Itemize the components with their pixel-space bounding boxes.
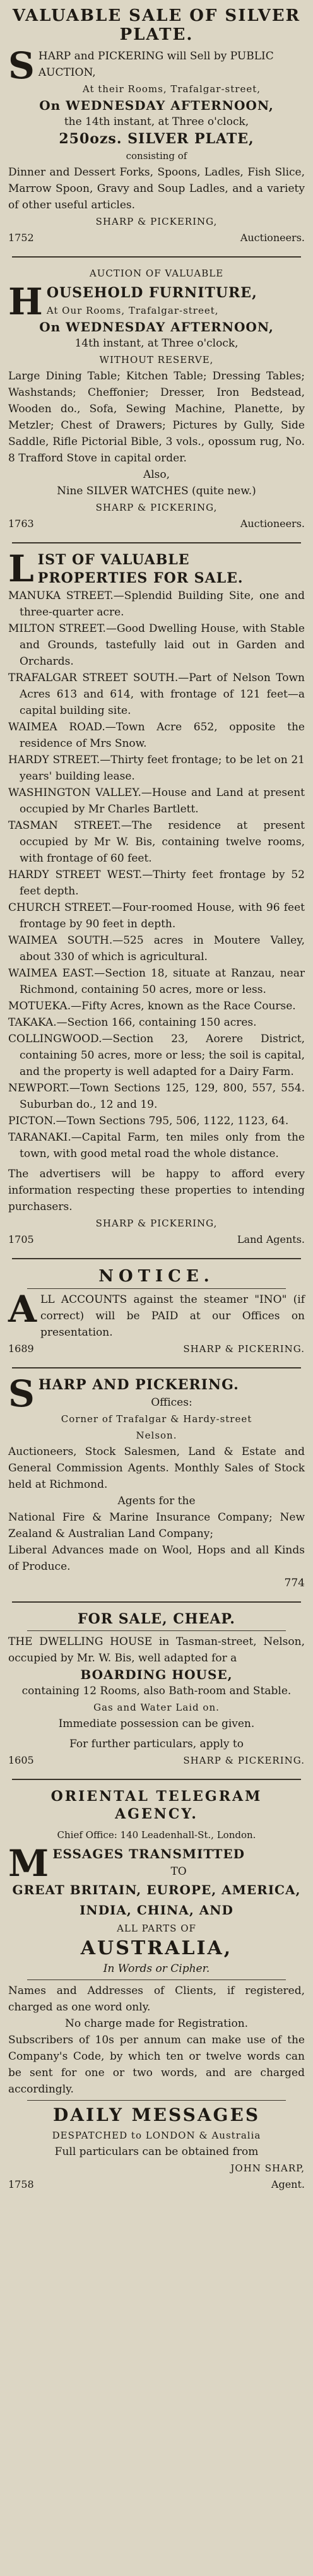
ad-agents: Agents for the xyxy=(117,1495,196,1507)
ad-offices: Offices: xyxy=(151,1396,192,1409)
drop-cap: H xyxy=(8,280,43,323)
drop-cap: S xyxy=(8,44,35,87)
ad-oriental-telegram xyxy=(6,1784,307,2199)
ad-australia: AUSTRALIA, xyxy=(80,1937,233,1959)
divider xyxy=(12,1779,301,1780)
ad-note: The advertisers will be happy to afford every information respecting these properties to intending purchasers. xyxy=(8,1168,305,1213)
property-item: NEWPORT.—Town Sections 125, 129, 800, 557, 554. Suburban do., 12 and 19. xyxy=(8,1082,305,1111)
ad-ref: 1763 xyxy=(8,518,34,530)
ad-role: Auctioneers. xyxy=(240,518,305,530)
ad-date: On WEDNESDAY AFTERNOON, xyxy=(39,98,274,113)
ad-ref: 1605 xyxy=(8,1754,34,1766)
ad-further: For further particulars, apply to xyxy=(69,1738,244,1750)
ad-date: On WEDNESDAY AFTERNOON, xyxy=(39,319,274,335)
property-item: MANUKA STREET.—Splendid Building Site, one and three-quarter acre. xyxy=(8,590,305,619)
divider xyxy=(12,1601,301,1603)
ad-rooms: containing 12 Rooms, also Bath-room and Stable. xyxy=(21,1685,292,1697)
ad-ref: 1758 xyxy=(8,2178,34,2190)
ad-ref: 774 xyxy=(284,1577,305,1589)
property-item: TASMAN STREET.—The residence at present occupied by Mr W. Bis, containing twelve rooms, with frontage of 60 feet. xyxy=(8,819,305,865)
ad-ref: 1705 xyxy=(8,1233,34,1245)
ad-despatched: DESPATCHED to LONDON & Australia xyxy=(52,2130,261,2141)
ad-daily: DAILY MESSAGES xyxy=(52,2104,261,2125)
ad-title: FOR SALE, CHEAP. xyxy=(78,1611,235,1627)
ad-title: NOTICE. xyxy=(98,1267,215,1286)
ad-consisting: consisting of xyxy=(126,150,187,162)
property-item: WAIMEA SOUTH.—525 acres in Moutere Valley, about 330 of which is agricultural. xyxy=(8,934,305,963)
drop-cap: M xyxy=(8,1842,49,1885)
drop-cap: S xyxy=(8,1372,35,1415)
ad-footer xyxy=(8,2176,305,2193)
ad-house: BOARDING HOUSE, xyxy=(80,1667,233,1682)
ad-intro: SHARP and PICKERING will Sell by PUBLIC AUCTION, xyxy=(8,44,274,87)
property-item: WAIMEA ROAD.—Town Acre 652, opposite the residence of Mrs Snow. xyxy=(8,721,305,750)
divider xyxy=(12,256,301,258)
ad-subscribers: Subscribers of 10s per annum can make use of the Company's Code, by which ten or twelve words can be sent for one or two words, and are charged accordingly. xyxy=(8,2034,305,2096)
ad-places: GREAT BRITAIN, EUROPE, AMERICA, INDIA, CHINA, AND xyxy=(12,1882,301,1918)
ad-title: VALUABLE SALE OF SILVER PLATE. xyxy=(12,6,301,44)
ad-names: Names and Addresses of Clients, if registered, charged as one word only. xyxy=(8,1985,305,2014)
ad-silver-plate xyxy=(6,3,307,252)
ad-national: National Fire & Marine Insurance Company; New Zealand & Australian Land Company; xyxy=(8,1511,305,1540)
ad-title: ORIENTAL TELEGRAM AGENCY. xyxy=(50,1788,263,1822)
ad-ref: 1752 xyxy=(8,232,34,244)
ad-properties-list xyxy=(6,547,307,1254)
property-item: COLLINGWOOD.—Section 23, Aorere District, containing 50 acres, more or less; the soil is capital, and the property is well adapted for a Dairy Farm. xyxy=(8,1033,305,1078)
ad-subtitle-line: HOUSEHOLD FURNITURE, xyxy=(8,280,257,323)
ad-time: 14th instant, at Three o'clock, xyxy=(74,337,239,350)
ad-notice xyxy=(6,1263,307,1363)
property-item: TARANAKI.—Capital Farm, ten miles only from the town, with good metal road the whole distance. xyxy=(8,1131,305,1160)
ad-body: THE DWELLING HOUSE in Tasman-street, Nelson, occupied by Mr. W. Bis, well adapted for a xyxy=(8,1635,305,1665)
ad-body: ALL ACCOUNTS against the steamer "INO" (if correct) will be PAID at our Offices on presentation. xyxy=(8,1288,305,1339)
divider xyxy=(27,1630,286,1631)
ad-title-line: LIST OF VALUABLE PROPERTIES FOR SALE. xyxy=(8,547,244,590)
property-item: HARDY STREET.—Thirty feet frontage; to be let on 21 years' building lease. xyxy=(8,754,305,783)
divider xyxy=(27,1288,286,1289)
ad-time: the 14th instant, at Three o'clock, xyxy=(64,116,249,128)
ad-title-line: SHARP AND PICKERING. xyxy=(8,1372,239,1415)
ad-title: AUCTION OF VALUABLE xyxy=(89,268,224,279)
ad-advance: Liberal Advances made on Wool, Hops and all Kinds of Produce. xyxy=(8,1544,305,1573)
ad-lot: 250ozs. SILVER PLATE, xyxy=(59,131,254,147)
ad-gas: Gas and Water Laid on. xyxy=(93,1702,220,1713)
property-list xyxy=(8,588,305,1162)
ad-also: Also, xyxy=(143,468,170,481)
ad-reserve: WITHOUT RESERVE, xyxy=(99,354,214,365)
newspaper-column xyxy=(6,0,307,2199)
drop-cap: A xyxy=(8,1288,37,1331)
ad-seller: SHARP & PICKERING, xyxy=(95,1218,218,1229)
ad-possession: Immediate possession can be given. xyxy=(58,1718,255,1730)
ad-footer xyxy=(8,1232,305,1248)
property-item: TRAFALGAR STREET SOUTH.—Part of Nelson Town Acres 613 and 614, with frontage of 121 feet—a capital building site. xyxy=(8,672,305,717)
property-item: CHURCH STREET.—Four-roomed House, with 96 feet frontage by 90 feet in depth. xyxy=(8,901,305,930)
ad-for-sale xyxy=(6,1606,307,1775)
ad-details: Dinner and Dessert Forks, Spoons, Ladles, Fish Slice, Marrow Spoon, Gravy and Soup Ladles, and a variety of other useful articles. xyxy=(8,166,305,211)
ad-footer xyxy=(8,1341,305,1357)
ad-body: Auctioneers, Stock Salesmen, Land & Estate and General Commission Agents. Monthly Sales of Stock held at Richmond. xyxy=(8,1445,305,1491)
ad-venue: At their Rooms, Trafalgar-street, xyxy=(82,83,261,95)
ad-sharp-pickering xyxy=(6,1372,307,1598)
property-item: HARDY STREET WEST.—Thirty feet frontage by 52 feet depth. xyxy=(8,869,305,898)
ad-messages-line: MESSAGES TRANSMITTED xyxy=(8,1842,245,1885)
ad-watches: Nine SILVER WATCHES (quite new.) xyxy=(57,485,256,497)
ad-seller: SHARP & PICKERING. xyxy=(183,1755,305,1766)
ad-role: Auctioneers. xyxy=(240,232,305,244)
ad-town: Nelson. xyxy=(136,1430,177,1441)
ad-seller: SHARP & PICKERING, xyxy=(95,502,218,513)
ad-to: TO xyxy=(170,1865,187,1878)
divider xyxy=(12,542,301,543)
property-item: TAKAKA.—Section 166, containing 150 acres. xyxy=(8,1016,257,1029)
ad-agent-name: JOHN SHARP, xyxy=(230,2163,305,2174)
property-item: MOTUEKA.—Fifty Acres, known as the Race Course. xyxy=(8,1000,296,1012)
divider xyxy=(12,1258,301,1259)
property-item: WAIMEA EAST.—Section 18, situate at Ranzau, near Richmond, containing 50 acres, more or less. xyxy=(8,967,305,996)
ad-seller: SHARP & PICKERING. xyxy=(183,1343,305,1355)
ad-details: Large Dining Table; Kitchen Table; Dressing Tables; Washstands; Cheffonier; Dresser, Iron Bedstead, Wooden do., Sofa, Sewing Machine, Planette, by Metzler; Chest of Drawers; Pictures by Gully, Side Saddle, Rifle Pictorial Bible, 3 vols., opossum rug, No. 8 Trafford Stove in capital order. xyxy=(8,370,305,465)
ad-full: Full particulars can be obtained from xyxy=(54,2146,259,2158)
ad-footer xyxy=(8,230,305,246)
ad-ref: 1689 xyxy=(8,1343,34,1355)
ad-role: Agent. xyxy=(271,2178,305,2190)
divider xyxy=(27,2100,286,2101)
ad-footer xyxy=(8,516,305,532)
drop-cap: L xyxy=(8,547,34,590)
ad-all-parts: ALL PARTS OF xyxy=(117,1923,196,1934)
ad-role: Land Agents. xyxy=(237,1233,305,1245)
ad-venue: At Our Rooms, Trafalgar-street, xyxy=(46,305,219,316)
ad-no-charge: No charge made for Registration. xyxy=(64,2017,249,2030)
ad-office: Chief Office: 140 Leadenhall-St., London. xyxy=(57,1829,256,1841)
property-item: MILTON STREET.—Good Dwelling House, with Stable and Grounds, tastefully laid out in Garden and Orchards. xyxy=(8,622,305,668)
ad-seller: SHARP & PICKERING, xyxy=(95,216,218,227)
divider xyxy=(27,1979,286,1980)
ad-corner: Corner of Trafalgar & Hardy-street xyxy=(61,1413,252,1425)
divider xyxy=(12,1367,301,1368)
property-item: WASHINGTON VALLEY.—House and Land at present occupied by Mr Charles Bartlett. xyxy=(8,786,305,816)
ad-footer xyxy=(8,1752,305,1769)
property-item: PICTON.—Town Sections 795, 506, 1122, 1123, 64. xyxy=(8,1115,289,1127)
ad-cipher: In Words or Cipher. xyxy=(103,1962,210,1975)
ad-household-furniture xyxy=(6,261,307,538)
